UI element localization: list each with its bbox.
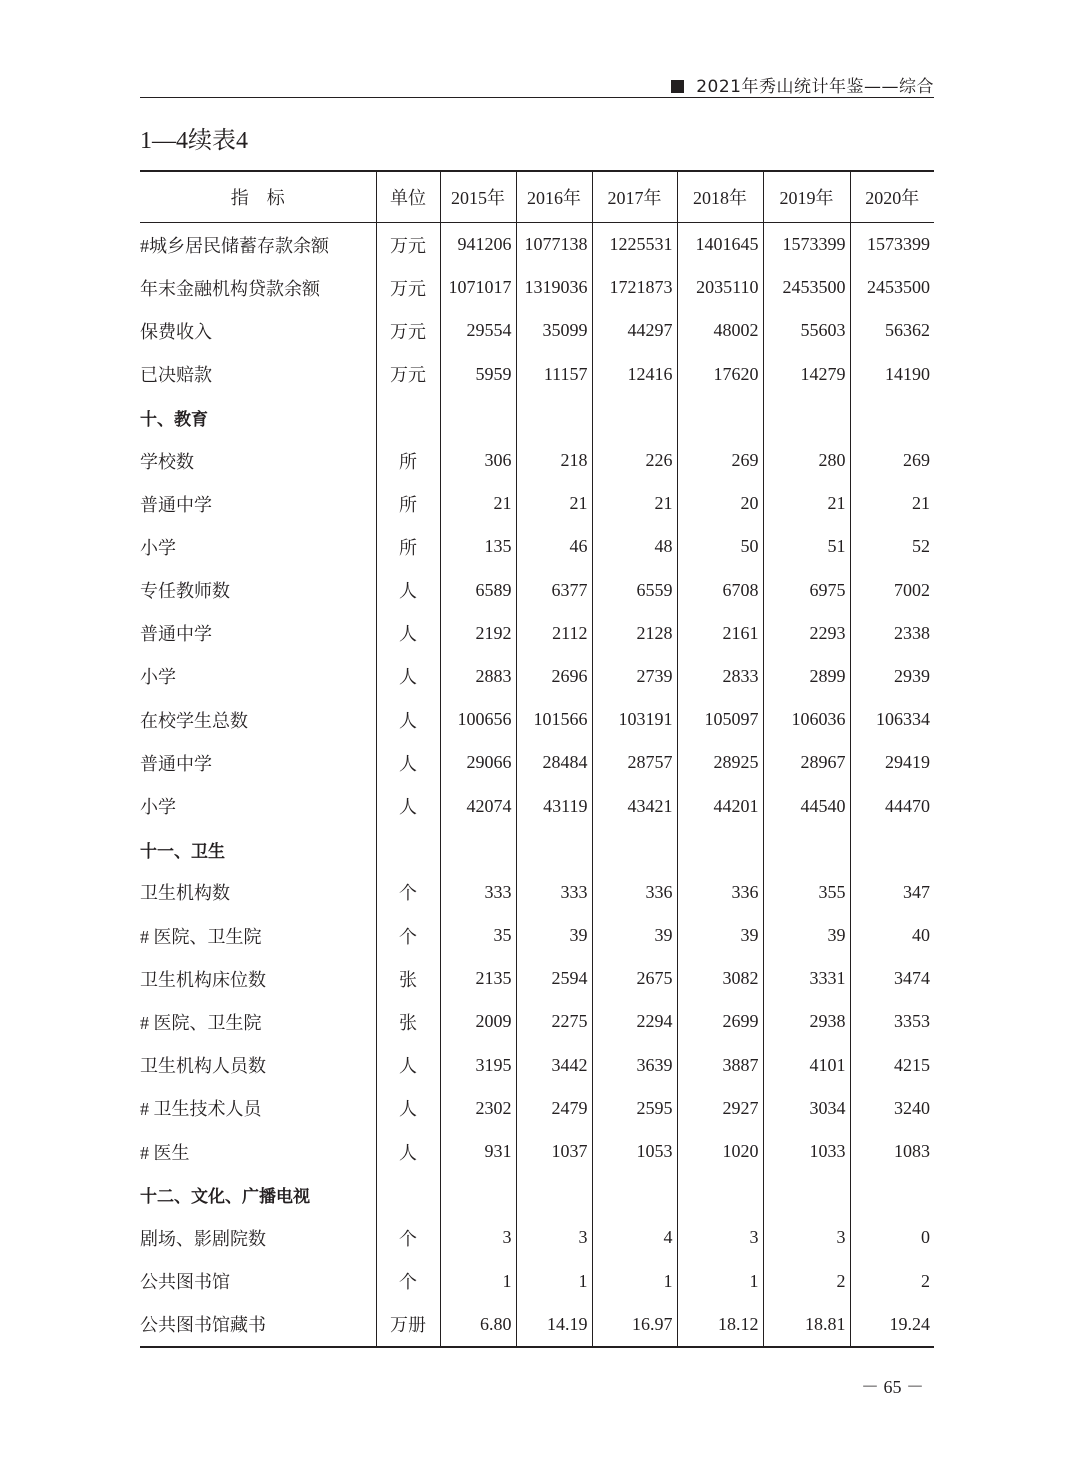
value-cell: 7002 xyxy=(850,569,934,612)
value-cell: 105097 xyxy=(677,698,763,741)
value-cell: 941206 xyxy=(440,223,516,267)
value-cell: 2453500 xyxy=(850,266,934,309)
value-cell: 3195 xyxy=(440,1044,516,1087)
value-cell: 2293 xyxy=(763,612,850,655)
row-unit: 人 xyxy=(376,698,440,741)
row-label: # 医生 xyxy=(140,1142,190,1163)
table-row xyxy=(140,1303,934,1347)
value-cell: 28484 xyxy=(516,741,592,784)
value-cell: 29066 xyxy=(440,741,516,784)
value-cell xyxy=(850,828,934,871)
value-cell: 106036 xyxy=(763,698,850,741)
value-cell: 3082 xyxy=(677,957,763,1000)
column-header-year: 2017年 xyxy=(592,171,677,223)
value-cell: 218 xyxy=(516,439,592,482)
row-unit: 人 xyxy=(376,741,440,784)
value-cell xyxy=(440,828,516,871)
value-cell xyxy=(763,828,850,871)
value-cell: 39 xyxy=(763,914,850,957)
value-cell: 14190 xyxy=(850,353,934,396)
table-row xyxy=(140,353,934,396)
row-label: 保费收入 xyxy=(140,321,212,342)
row-label: 卫生机构数 xyxy=(140,883,230,904)
row-label: 公共图书馆 xyxy=(140,1272,230,1293)
value-cell: 1401645 xyxy=(677,223,763,267)
page-number: － 65 － xyxy=(861,1377,924,1397)
value-cell: 2112 xyxy=(516,612,592,655)
value-cell: 3331 xyxy=(763,957,850,1000)
value-cell: 269 xyxy=(850,439,934,482)
value-cell: 355 xyxy=(763,871,850,914)
value-cell xyxy=(763,396,850,439)
row-unit: 人 xyxy=(376,612,440,655)
value-cell: 18.12 xyxy=(677,1303,763,1347)
column-header-indicator: 指 标 xyxy=(230,188,285,208)
value-cell xyxy=(592,396,677,439)
value-cell xyxy=(592,828,677,871)
value-cell: 3 xyxy=(440,1216,516,1259)
value-cell: 280 xyxy=(763,439,850,482)
table-row xyxy=(140,266,934,309)
value-cell: 5959 xyxy=(440,353,516,396)
row-label: 普通中学 xyxy=(140,753,212,774)
section-header-row xyxy=(140,828,934,871)
row-unit: 万元 xyxy=(376,353,440,396)
value-cell: 3442 xyxy=(516,1044,592,1087)
column-header-year: 2015年 xyxy=(440,171,516,223)
value-cell: 2 xyxy=(763,1260,850,1303)
row-unit: 所 xyxy=(376,439,440,482)
value-cell: 28925 xyxy=(677,741,763,784)
value-cell: 333 xyxy=(516,871,592,914)
value-cell xyxy=(677,828,763,871)
table-row xyxy=(140,439,934,482)
table-row xyxy=(140,871,934,914)
row-label: 小学 xyxy=(140,667,176,688)
value-cell: 2302 xyxy=(440,1087,516,1130)
value-cell: 19.24 xyxy=(850,1303,934,1347)
row-unit: 万元 xyxy=(376,266,440,309)
row-unit: 万册 xyxy=(376,1303,440,1347)
row-label: # 卫生技术人员 xyxy=(140,1099,262,1120)
value-cell: 2594 xyxy=(516,957,592,1000)
value-cell: 2696 xyxy=(516,655,592,698)
value-cell: 1721873 xyxy=(592,266,677,309)
value-cell: 2294 xyxy=(592,1000,677,1043)
value-cell: 2135 xyxy=(440,957,516,1000)
table-row xyxy=(140,482,934,525)
value-cell: 1 xyxy=(677,1260,763,1303)
row-label: 十二、文化、广播电视 xyxy=(140,1187,310,1208)
value-cell xyxy=(516,1173,592,1216)
value-cell: 347 xyxy=(850,871,934,914)
table-row xyxy=(140,1044,934,1087)
value-cell: 43119 xyxy=(516,784,592,827)
value-cell: 44201 xyxy=(677,784,763,827)
value-cell: 11157 xyxy=(516,353,592,396)
value-cell: 1077138 xyxy=(516,223,592,267)
table-row xyxy=(140,223,934,267)
value-cell: 2833 xyxy=(677,655,763,698)
running-head xyxy=(140,70,934,98)
value-cell: 1225531 xyxy=(592,223,677,267)
value-cell: 3887 xyxy=(677,1044,763,1087)
value-cell: 2 xyxy=(850,1260,934,1303)
running-head-title: 2021年秀山统计年鉴——综合 xyxy=(696,77,934,97)
row-label: 学校数 xyxy=(140,451,194,472)
table-row xyxy=(140,1260,934,1303)
value-cell: 336 xyxy=(677,871,763,914)
value-cell xyxy=(440,1173,516,1216)
value-cell: 1 xyxy=(516,1260,592,1303)
table-row xyxy=(140,914,934,957)
value-cell xyxy=(592,1173,677,1216)
row-unit: 个 xyxy=(376,1216,440,1259)
row-label: 专任教师数 xyxy=(140,581,230,602)
value-cell: 3034 xyxy=(763,1087,850,1130)
row-label: 已决赔款 xyxy=(140,365,212,386)
value-cell: 21 xyxy=(763,482,850,525)
row-label: 卫生机构人员数 xyxy=(140,1056,266,1077)
value-cell: 56362 xyxy=(850,309,934,352)
value-cell: 35 xyxy=(440,914,516,957)
value-cell: 20 xyxy=(677,482,763,525)
value-cell: 3 xyxy=(516,1216,592,1259)
value-cell: 2453500 xyxy=(763,266,850,309)
value-cell: 6377 xyxy=(516,569,592,612)
row-unit xyxy=(376,1173,440,1216)
row-label: # 医院、卫生院 xyxy=(140,926,262,947)
table-row xyxy=(140,1087,934,1130)
value-cell: 2899 xyxy=(763,655,850,698)
value-cell: 2275 xyxy=(516,1000,592,1043)
value-cell: 2939 xyxy=(850,655,934,698)
row-label: 年末金融机构贷款余额 xyxy=(140,278,320,299)
value-cell: 333 xyxy=(440,871,516,914)
value-cell: 0 xyxy=(850,1216,934,1259)
row-unit: 人 xyxy=(376,1044,440,1087)
value-cell: 1033 xyxy=(763,1130,850,1173)
value-cell: 28757 xyxy=(592,741,677,784)
table-row xyxy=(140,741,934,784)
section-header-row xyxy=(140,1173,934,1216)
row-label: 普通中学 xyxy=(140,494,212,515)
table-row xyxy=(140,1000,934,1043)
row-unit: 所 xyxy=(376,525,440,568)
value-cell: 55603 xyxy=(763,309,850,352)
value-cell: 2883 xyxy=(440,655,516,698)
value-cell: 226 xyxy=(592,439,677,482)
row-unit: 人 xyxy=(376,569,440,612)
value-cell: 931 xyxy=(440,1130,516,1173)
value-cell: 6975 xyxy=(763,569,850,612)
row-label: 十、教育 xyxy=(140,409,208,430)
table-row xyxy=(140,1130,934,1173)
value-cell: 35099 xyxy=(516,309,592,352)
value-cell: 4215 xyxy=(850,1044,934,1087)
value-cell: 2009 xyxy=(440,1000,516,1043)
row-unit: 人 xyxy=(376,784,440,827)
value-cell: 3 xyxy=(763,1216,850,1259)
row-unit: 人 xyxy=(376,655,440,698)
value-cell: 21 xyxy=(516,482,592,525)
value-cell: 2699 xyxy=(677,1000,763,1043)
row-label: 小学 xyxy=(140,537,176,558)
statistics-table xyxy=(140,170,934,1348)
value-cell: 44470 xyxy=(850,784,934,827)
table-row xyxy=(140,525,934,568)
value-cell: 1573399 xyxy=(763,223,850,267)
row-label: # 医院、卫生院 xyxy=(140,1012,262,1033)
value-cell: 1020 xyxy=(677,1130,763,1173)
row-unit: 个 xyxy=(376,871,440,914)
value-cell: 3639 xyxy=(592,1044,677,1087)
value-cell: 2338 xyxy=(850,612,934,655)
value-cell: 306 xyxy=(440,439,516,482)
table-row xyxy=(140,569,934,612)
value-cell: 39 xyxy=(677,914,763,957)
column-header-year: 2018年 xyxy=(677,171,763,223)
table-row xyxy=(140,784,934,827)
value-cell: 1053 xyxy=(592,1130,677,1173)
value-cell: 44540 xyxy=(763,784,850,827)
value-cell: 2675 xyxy=(592,957,677,1000)
value-cell xyxy=(677,396,763,439)
value-cell: 48 xyxy=(592,525,677,568)
value-cell: 29419 xyxy=(850,741,934,784)
column-header-year: 2020年 xyxy=(850,171,934,223)
row-unit: 万元 xyxy=(376,223,440,267)
row-unit: 张 xyxy=(376,1000,440,1043)
table-row xyxy=(140,309,934,352)
value-cell: 2595 xyxy=(592,1087,677,1130)
value-cell: 39 xyxy=(516,914,592,957)
value-cell: 1573399 xyxy=(850,223,934,267)
value-cell: 2938 xyxy=(763,1000,850,1043)
table-body xyxy=(140,223,934,1347)
value-cell: 2927 xyxy=(677,1087,763,1130)
value-cell: 1 xyxy=(592,1260,677,1303)
value-cell: 52 xyxy=(850,525,934,568)
column-header-year: 2019年 xyxy=(763,171,850,223)
row-unit: 所 xyxy=(376,482,440,525)
value-cell: 3 xyxy=(677,1216,763,1259)
value-cell: 135 xyxy=(440,525,516,568)
value-cell: 2192 xyxy=(440,612,516,655)
row-label: 十一、卫生 xyxy=(140,841,225,862)
value-cell: 4 xyxy=(592,1216,677,1259)
row-unit: 人 xyxy=(376,1087,440,1130)
table-row xyxy=(140,612,934,655)
value-cell: 16.97 xyxy=(592,1303,677,1347)
value-cell: 106334 xyxy=(850,698,934,741)
value-cell: 21 xyxy=(440,482,516,525)
value-cell: 42074 xyxy=(440,784,516,827)
value-cell: 18.81 xyxy=(763,1303,850,1347)
row-unit: 万元 xyxy=(376,309,440,352)
table-row xyxy=(140,698,934,741)
value-cell xyxy=(677,1173,763,1216)
value-cell: 1037 xyxy=(516,1130,592,1173)
row-label: 卫生机构床位数 xyxy=(140,969,266,990)
table-header-row xyxy=(140,171,934,223)
row-label: #城乡居民储蓄存款余额 xyxy=(140,235,329,256)
value-cell xyxy=(516,828,592,871)
column-header-unit: 单位 xyxy=(376,171,440,223)
value-cell: 2161 xyxy=(677,612,763,655)
value-cell: 6.80 xyxy=(440,1303,516,1347)
value-cell: 44297 xyxy=(592,309,677,352)
value-cell: 28967 xyxy=(763,741,850,784)
table-row xyxy=(140,1216,934,1259)
value-cell: 12416 xyxy=(592,353,677,396)
value-cell: 39 xyxy=(592,914,677,957)
value-cell: 43421 xyxy=(592,784,677,827)
value-cell: 40 xyxy=(850,914,934,957)
value-cell: 50 xyxy=(677,525,763,568)
row-unit: 个 xyxy=(376,1260,440,1303)
value-cell: 2479 xyxy=(516,1087,592,1130)
value-cell xyxy=(763,1173,850,1216)
row-label: 剧场、影剧院数 xyxy=(140,1228,266,1249)
value-cell xyxy=(516,396,592,439)
value-cell: 3353 xyxy=(850,1000,934,1043)
value-cell: 103191 xyxy=(592,698,677,741)
row-label: 公共图书馆藏书 xyxy=(140,1315,266,1336)
row-unit xyxy=(376,828,440,871)
value-cell: 6559 xyxy=(592,569,677,612)
value-cell: 100656 xyxy=(440,698,516,741)
value-cell xyxy=(850,396,934,439)
row-label: 在校学生总数 xyxy=(140,710,248,731)
value-cell: 336 xyxy=(592,871,677,914)
value-cell: 6708 xyxy=(677,569,763,612)
row-unit: 个 xyxy=(376,914,440,957)
value-cell: 1083 xyxy=(850,1130,934,1173)
section-header-row xyxy=(140,396,934,439)
value-cell: 1 xyxy=(440,1260,516,1303)
row-unit: 人 xyxy=(376,1130,440,1173)
value-cell: 48002 xyxy=(677,309,763,352)
value-cell: 1319036 xyxy=(516,266,592,309)
black-square-icon xyxy=(671,80,684,93)
row-unit xyxy=(376,396,440,439)
value-cell: 269 xyxy=(677,439,763,482)
value-cell: 3240 xyxy=(850,1087,934,1130)
value-cell: 29554 xyxy=(440,309,516,352)
row-unit: 张 xyxy=(376,957,440,1000)
value-cell xyxy=(850,1173,934,1216)
value-cell: 17620 xyxy=(677,353,763,396)
value-cell: 6589 xyxy=(440,569,516,612)
value-cell: 14.19 xyxy=(516,1303,592,1347)
value-cell: 46 xyxy=(516,525,592,568)
value-cell: 3474 xyxy=(850,957,934,1000)
value-cell: 2739 xyxy=(592,655,677,698)
running-head-text-wrap xyxy=(671,72,934,97)
value-cell: 1071017 xyxy=(440,266,516,309)
value-cell: 51 xyxy=(763,525,850,568)
value-cell: 101566 xyxy=(516,698,592,741)
value-cell: 4101 xyxy=(763,1044,850,1087)
value-cell xyxy=(440,396,516,439)
value-cell: 21 xyxy=(592,482,677,525)
row-label: 普通中学 xyxy=(140,624,212,645)
table-row xyxy=(140,957,934,1000)
value-cell: 21 xyxy=(850,482,934,525)
table-title: 1—4续表4 xyxy=(140,128,248,154)
column-header-year: 2016年 xyxy=(516,171,592,223)
value-cell: 14279 xyxy=(763,353,850,396)
value-cell: 2035110 xyxy=(677,266,763,309)
value-cell: 2128 xyxy=(592,612,677,655)
table-row xyxy=(140,655,934,698)
row-label: 小学 xyxy=(140,797,176,818)
